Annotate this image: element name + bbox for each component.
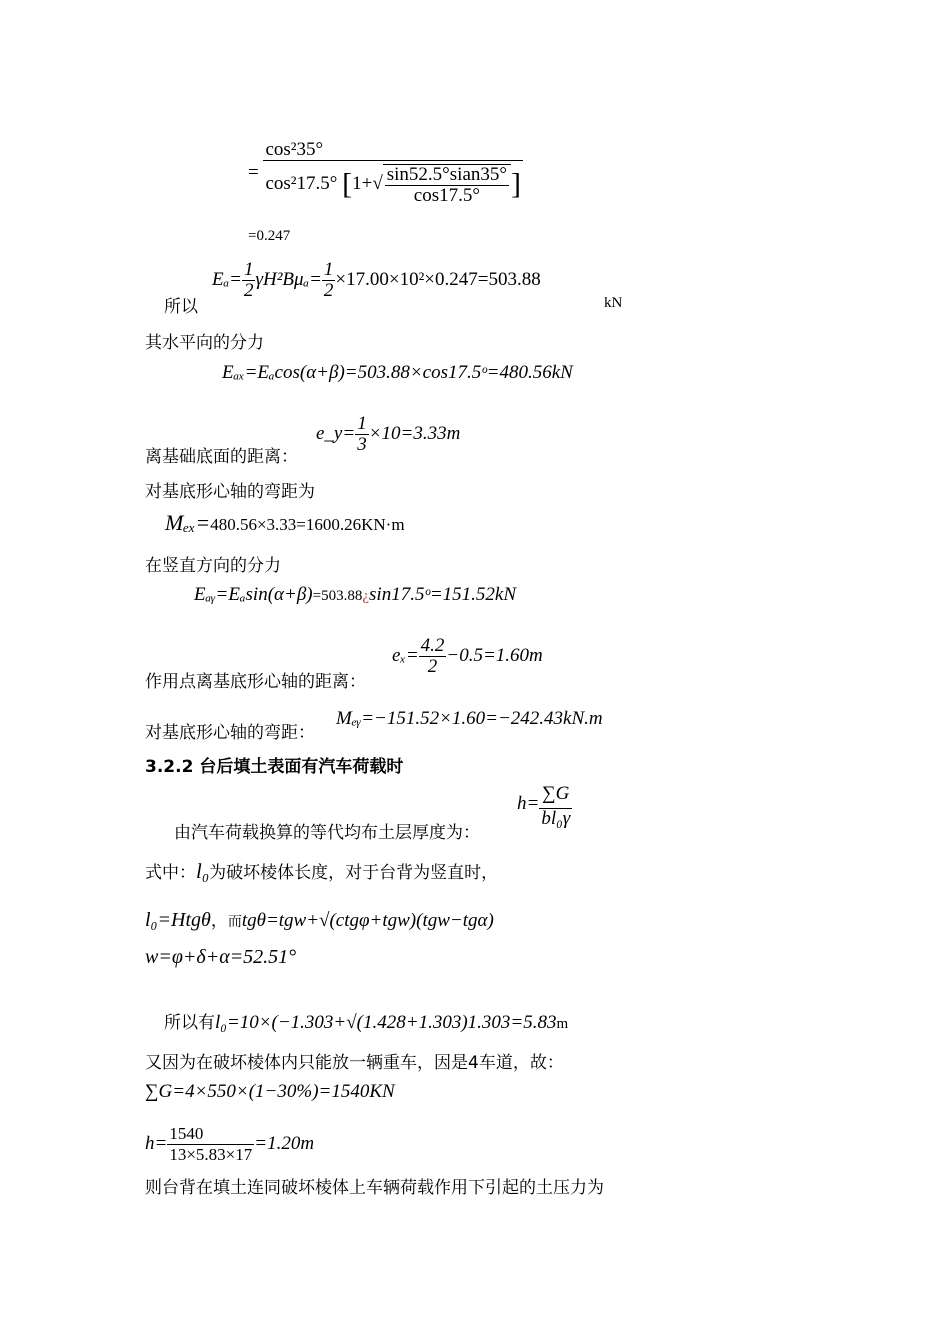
h-def-formula <box>517 780 572 829</box>
ey-num: 1 <box>357 413 367 434</box>
eay-glyph: ¿ <box>362 588 370 604</box>
ey-den: 3 <box>357 434 367 455</box>
equals-sign: = <box>248 162 259 184</box>
l0-def-post: 为破坏棱体长度，对于台背为竖直时， <box>209 863 499 883</box>
ea-unit: kN <box>604 295 623 311</box>
ex-lhs: eₓ= <box>392 644 419 666</box>
half-den-2: 2 <box>323 280 334 301</box>
eay-mid: =503.88 <box>312 588 363 604</box>
l0-val-label: 所以有 <box>164 1013 215 1033</box>
l0-eq-rhs: tgθ=tgw+√(ctgφ+tgw)(tgw−tgα) <box>241 910 494 931</box>
ea-label: 所以 <box>164 297 198 317</box>
h-def-lhs: h= <box>517 792 540 814</box>
l0-def-symbol: l₀ <box>196 859 210 883</box>
ka-numerator: cos²35° <box>263 140 523 161</box>
h-def-fraction <box>539 780 572 829</box>
half-fraction-1 <box>242 260 256 301</box>
ka-inner-fraction <box>383 164 511 206</box>
ka-one-plus: 1+ <box>352 173 373 194</box>
h-val-formula <box>145 1124 314 1165</box>
l0-eq <box>145 906 494 932</box>
formula-ka <box>248 140 523 208</box>
ka-inner-numerator: sin52.5°sian35° <box>386 163 507 185</box>
h-val-rhs: =1.20m <box>254 1132 315 1154</box>
ka-inner-denominator: cos17.5° <box>413 184 480 206</box>
h-val-num: 1540 <box>167 1124 254 1145</box>
ex-formula <box>392 636 543 677</box>
h-def-num: ∑G <box>539 780 572 809</box>
ea-lhs: Eₐ= <box>212 268 242 290</box>
l0-val-eq: l₀=10×(−1.303+√(1.428+1.303)1.303=5.83 <box>215 1012 557 1033</box>
text-horizontal-component: 其水平向的分力 <box>145 333 264 353</box>
eay-lhs: Eₐᵧ=Eₐsin(α+β) <box>194 584 313 605</box>
l0-eq-er: 而 <box>227 914 242 930</box>
ea-mid: γH²Bμₐ= <box>255 268 322 290</box>
text-last: 则台背在填土连同破坏棱体上车辆荷载作用下引起的土压力为 <box>145 1178 604 1198</box>
ka-result: =0.247 <box>248 228 291 244</box>
mex-formula <box>165 510 405 536</box>
bracket-left: [ <box>342 167 353 201</box>
l0-eq-lhs: l₀=Htgθ <box>145 909 211 931</box>
ex-den: 2 <box>427 656 438 677</box>
half-num-1: 1 <box>243 259 254 280</box>
mey-label: 对基底形心轴的弯距： <box>145 723 315 743</box>
h-def-den: bl₀γ <box>541 808 571 829</box>
text-vertical-component: 在竖直方向的分力 <box>145 556 281 576</box>
eay-rhs: sin17.5ᵒ=151.52kN <box>369 584 517 605</box>
ey-rhs: ×10=3.33m <box>368 422 461 444</box>
ka-fraction <box>263 140 523 208</box>
ea-rhs: ×17.00×10²×0.247=503.88 <box>335 268 541 290</box>
sumg-eq: ∑G=4×550×(1−30%)=1540KN <box>145 1081 395 1102</box>
ex-num: 4.2 <box>420 635 445 656</box>
section-heading: 3.2.2 台后填土表面有汽车荷载时 <box>145 757 404 777</box>
ey-formula <box>316 414 460 455</box>
l0-val <box>164 1008 568 1034</box>
l0-def-pre: 式中： <box>145 863 196 883</box>
h-val-den: 13×5.83×17 <box>169 1145 253 1164</box>
ka-denominator-cos: cos²17.5° <box>265 173 338 194</box>
ea-formula <box>212 260 541 301</box>
h-val-fraction <box>167 1124 254 1165</box>
ey-label: 离基础底面的距离： <box>145 447 298 467</box>
ex-fraction <box>419 636 447 677</box>
text-truck: 又因为在破坏棱体内只能放一辆重车，因是4车道，故： <box>145 1053 564 1073</box>
half-den-1: 2 <box>243 280 254 301</box>
half-num-2: 1 <box>323 259 334 280</box>
eax-formula: Eₐₓ=Eₐcos(α+β)=503.88×cos17.5ᵒ=480.56kN <box>222 362 573 383</box>
h-def-label: 由汽车荷载换算的等代均布土层厚度为： <box>174 823 480 843</box>
mey-formula: Mₑᵧ=−151.52×1.60=−242.43kN.m <box>336 708 603 729</box>
ka-denominator: cos²17.5° [1+√ $\frac{\text{sin52.5°sian35°}}{\cos 17.5^\circ}$ ] <box>265 163 521 206</box>
l0-val-unit: m <box>556 1016 569 1032</box>
ey-lhs: e_y= <box>316 422 356 444</box>
h-val-lhs: h= <box>145 1132 168 1154</box>
mex-lhs: Mₑₓ= <box>165 510 211 535</box>
ey-fraction <box>355 414 369 455</box>
eay-formula <box>194 584 516 606</box>
ex-label: 作用点离基底形心轴的距离： <box>145 672 366 692</box>
w-eq: w=φ+δ+α=52.51° <box>145 946 297 968</box>
l0-def <box>145 858 498 884</box>
l0-eq-comma: ， <box>210 911 228 931</box>
ex-rhs: −0.5=1.60m <box>446 644 543 666</box>
half-fraction-2 <box>322 260 336 301</box>
bracket-right: ] <box>510 167 521 201</box>
text-moment-1: 对基底形心轴的弯距为 <box>145 482 315 502</box>
mex-rhs: 480.56×3.33=1600.26KN·m <box>210 515 405 534</box>
sumg-formula <box>145 1073 395 1105</box>
